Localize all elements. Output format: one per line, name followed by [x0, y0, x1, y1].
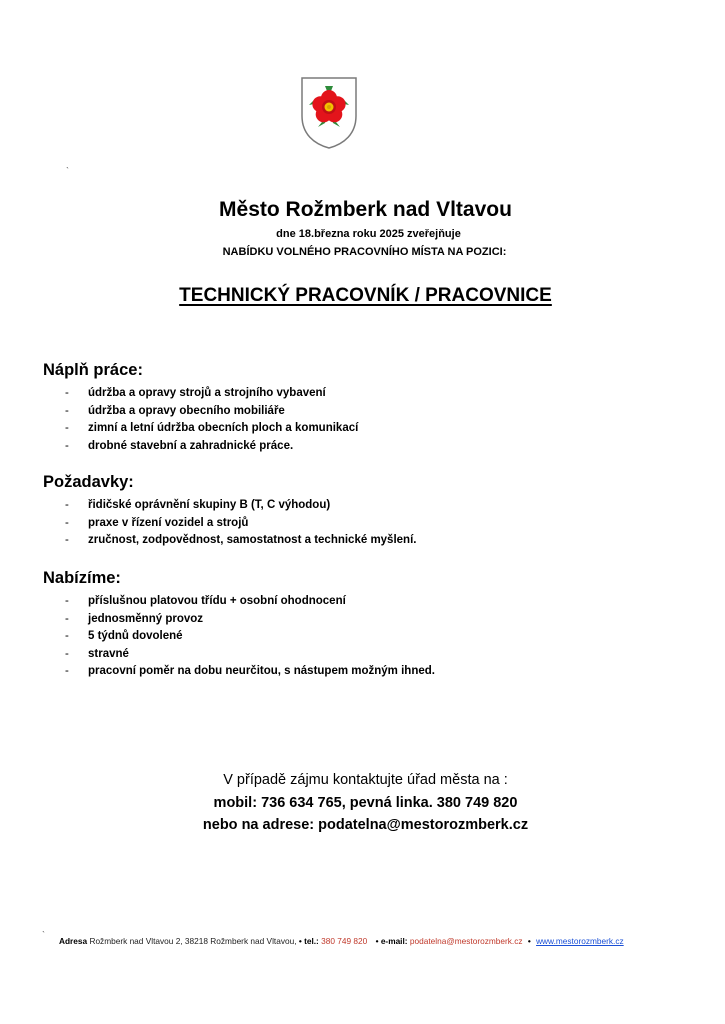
publication-date: dne 18.března roku 2025 zveřejňuje	[276, 228, 461, 240]
list-item: - drobné stavební a zahradnické práce.	[43, 438, 683, 456]
section-heading: Náplň práce:	[43, 361, 143, 379]
list-item: - stravné	[43, 646, 683, 664]
list-dash: -	[65, 422, 69, 434]
list-item: - řidičské oprávnění skupiny B (T, C výhodou)	[43, 497, 683, 515]
list-dash: -	[65, 439, 69, 452]
position-title: TECHNICKÝ PRACOVNÍK / PRACOVNICE	[179, 285, 552, 306]
footer-tel-label: tel.:	[304, 936, 319, 946]
list-dash: -	[65, 595, 69, 607]
section-job-duties	[43, 359, 683, 455]
list-item: - příslušnou platovou třídu + osobní ohodnocení	[43, 593, 683, 611]
list-dash: -	[65, 404, 69, 417]
list-item: - údržba a opravy strojů a strojního vybavení	[43, 385, 683, 403]
footer	[59, 936, 624, 946]
list-dash: -	[65, 665, 69, 677]
duties-list	[43, 385, 683, 455]
list-dash: -	[65, 534, 69, 546]
list-item: - údržba a opravy obecního mobiliáře	[43, 403, 683, 421]
offer-subtitle: NABÍDKU VOLNÉHO PRACOVNÍHO MÍSTA NA POZICI:	[222, 246, 507, 258]
contact-email-line: nebo na adrese: podatelna@mestorozmberk.cz	[202, 817, 529, 833]
bullet: •	[527, 936, 531, 946]
list-dash: -	[65, 647, 69, 660]
list-item: - pracovní poměr na dobu neurčitou, s nástupem možným ihned.	[43, 663, 683, 681]
city-crest-rose-icon	[300, 76, 358, 150]
contact-phones: mobil: 736 634 765, pevná linka. 380 749 820	[213, 795, 518, 811]
footer-email-label: e-mail:	[380, 936, 408, 946]
section-heading: Nabízíme:	[43, 569, 121, 587]
footer-address-label: Adresa	[59, 936, 88, 946]
list-dash: -	[65, 387, 69, 399]
bullet: •	[298, 936, 302, 946]
list-item: - zručnost, zodpovědnost, samostatnost a technické myšlení.	[43, 532, 683, 550]
list-dash: -	[65, 630, 69, 642]
list-item: - zimní a letní údržba obecních ploch a komunikací	[43, 420, 683, 438]
list-dash: -	[65, 516, 69, 529]
section-we-offer	[43, 567, 683, 681]
contact-intro: V případě zájmu kontaktujte úřad města na :	[223, 772, 508, 788]
footer-tel: 380 749 820	[321, 936, 368, 946]
stray-mark: `	[66, 166, 69, 176]
offer-list	[43, 593, 683, 681]
footer-address: Rožmberk nad Vltavou 2, 38218 Rožmberk nad Vltavou,	[89, 936, 297, 946]
list-item: - jednosměnný provoz	[43, 611, 683, 629]
footer-web-link[interactable]: www.mestorozmberk.cz	[536, 936, 624, 946]
requirements-list	[43, 497, 683, 550]
section-heading: Požadavky:	[43, 473, 134, 491]
list-item: - praxe v řízení vozidel a strojů	[43, 515, 683, 533]
list-dash: -	[65, 612, 69, 625]
list-dash: -	[65, 499, 69, 511]
footer-email-link[interactable]: podatelna@mestorozmberk.cz	[409, 936, 523, 946]
list-item: - 5 týdnů dovolené	[43, 628, 683, 646]
town-title: Město Rožmberk nad Vltavou	[219, 198, 512, 221]
section-requirements	[43, 471, 683, 550]
stray-mark: `	[42, 930, 45, 940]
bullet: •	[375, 936, 379, 946]
